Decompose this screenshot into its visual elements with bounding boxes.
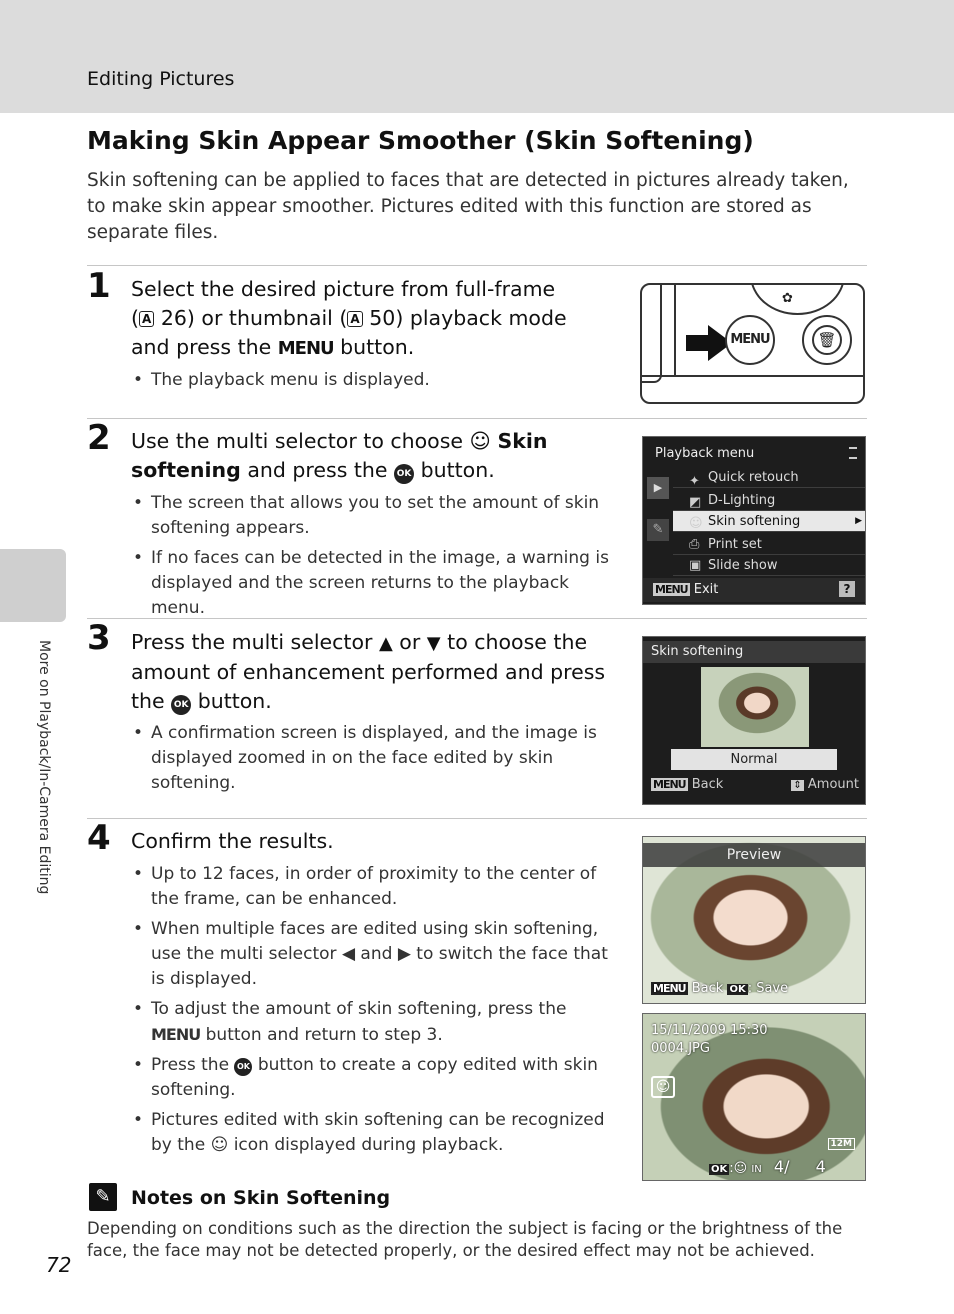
screen-title: Skin softening	[643, 641, 865, 663]
step-1-bullets	[131, 368, 621, 398]
frame-counter: 4/	[773, 1157, 790, 1176]
bullet-text: To adjust the amount of skin softening, press the	[151, 999, 567, 1019]
menu-item-label: Quick retouch	[708, 470, 799, 485]
divider	[87, 418, 867, 419]
left-arrow-icon: ◀	[341, 944, 356, 964]
step-text: ) playback mode	[395, 306, 567, 330]
setup-tab-icon[interactable]: ✎	[647, 519, 669, 541]
menu-icon: MENU	[151, 1025, 201, 1044]
list-item: • Up to 12 faces, in order of proximity to the center of the frame, can be enhanced.	[131, 862, 621, 912]
bullet-text: and	[355, 944, 398, 964]
ok-icon: OK	[711, 1164, 728, 1175]
page-ref: 50	[369, 306, 396, 330]
list-item	[131, 1108, 621, 1158]
up-arrow-icon: ▲	[378, 633, 393, 654]
help-icon[interactable]: ?	[839, 581, 855, 597]
trash-icon: 🗑	[812, 325, 842, 355]
footer-save-label: Save	[756, 981, 789, 996]
header-band	[0, 0, 954, 113]
chevron-right-icon: ▶	[855, 516, 862, 526]
page-ref: 26	[160, 306, 187, 330]
internal-memory-icon: IN	[751, 1164, 762, 1175]
playback-screen	[642, 1013, 866, 1181]
list-item: • The screen that allows you to set the amount of skin softening appears.	[131, 491, 621, 541]
section-title: Editing Pictures	[87, 68, 235, 90]
image-size-icon: 12M	[828, 1138, 855, 1150]
bullet-text: Pictures edited with skin softening can be recognized by the	[151, 1110, 605, 1155]
menu-item-label: Slide show	[708, 558, 778, 573]
macro-icon: ✿	[782, 291, 793, 306]
list-item	[131, 997, 621, 1048]
bullet-text: Press the	[151, 1055, 235, 1075]
ok-icon: OK	[171, 695, 191, 715]
photo-info	[651, 1022, 768, 1058]
menu-item-label: D-Lighting	[708, 493, 776, 508]
step-text: Press the multi selector	[131, 630, 379, 654]
ok-icon: OK	[234, 1058, 252, 1076]
step-text: or	[392, 630, 427, 654]
scroll-icon	[849, 447, 857, 459]
face-photo	[701, 667, 809, 747]
skin-softening-icon: ☺	[469, 429, 491, 453]
menu-icon: MENU	[653, 982, 686, 995]
footer-back-label: Back	[691, 981, 724, 996]
photo-datetime: 15/11/2009 15:30	[651, 1023, 768, 1038]
step-text: Select the desired picture from full-frame	[131, 277, 556, 301]
step-4-bullets	[131, 862, 621, 1163]
list-item: • The playback menu is displayed.	[131, 368, 621, 393]
list-item: • If no faces can be detected in the image, a warning is displayed and the screen returns to the playback menu.	[131, 546, 621, 621]
skin-softening-icon: ☺	[210, 1135, 229, 1155]
menu-icon: MENU	[655, 583, 688, 596]
menu-button[interactable]: MENU	[725, 315, 775, 365]
step-number: 3	[87, 618, 111, 658]
skin-softening-icon: ☺	[651, 1076, 675, 1098]
step-number: 1	[87, 266, 111, 306]
divider	[87, 265, 867, 266]
bullet-text: icon displayed during playback.	[228, 1135, 504, 1155]
step-4-heading: Confirm the results.	[131, 829, 334, 853]
step-number: 2	[87, 418, 111, 458]
bullet-text: button and return to step 3.	[200, 1025, 443, 1045]
skin-softening-screen	[642, 636, 866, 805]
menu-item-icons: ✦ ◩ ☺ ⎙ ▣	[689, 474, 703, 573]
step-number: 4	[87, 818, 111, 858]
page-title: Making Skin Appear Smoother (Skin Softening)	[87, 126, 754, 155]
side-tab-label: More on Playback/In-Camera Editing	[36, 640, 52, 895]
step-text: Skin softening	[131, 429, 548, 482]
side-tab	[0, 549, 66, 622]
step-text: ) or thumbnail (	[186, 306, 348, 330]
bullet-text: button to create a copy edited with skin softening.	[151, 1055, 598, 1100]
menu-footer	[643, 578, 865, 602]
note-title: Notes on Skin Softening	[131, 1187, 391, 1209]
playback-menu-screen	[642, 436, 866, 605]
step-text: button.	[191, 689, 272, 713]
book-icon: A	[139, 311, 154, 327]
right-arrow-icon: ▶	[397, 944, 411, 964]
up-down-icon: ⇕	[793, 780, 802, 791]
list-item	[131, 917, 621, 992]
ok-icon: OK	[394, 464, 414, 484]
step-text: Use the multi selector to choose	[131, 429, 470, 453]
list-item: • A confirmation screen is displayed, and the image is displayed zoomed in on the face edited by skin softening.	[131, 721, 621, 796]
step-2-bullets	[131, 491, 621, 626]
preview-screen	[642, 836, 866, 1004]
ok-icon: OK	[729, 984, 746, 995]
list-item	[131, 1053, 621, 1103]
footer-exit: Exit	[693, 582, 719, 597]
step-text: and press the	[240, 458, 395, 482]
menu-icon: MENU	[277, 338, 334, 359]
photo-filename: 0004.JPG	[651, 1041, 710, 1056]
play-tab-icon[interactable]: ▶	[647, 477, 669, 499]
note-text: Depending on conditions such as the direction the subject is facing or the brightness of the face, the face may not be detected properly, or the desired effect may not be achieved.	[87, 1219, 843, 1260]
camera-illustration	[640, 283, 865, 404]
menu-item-label: Print set	[708, 537, 762, 552]
intro-paragraph: Skin softening can be applied to faces that are detected in pictures already taken, to make skin appear smoother. Pictures edited with this function are stored as separate files.	[87, 170, 849, 243]
preview-footer: MENU Back OK : Save	[653, 981, 789, 996]
preview-title: Preview	[643, 843, 865, 867]
step-2-heading	[131, 427, 621, 485]
menu-icon: MENU	[653, 778, 686, 791]
menu-title: Playback menu	[643, 443, 865, 465]
amount-value[interactable]: Normal	[671, 749, 837, 770]
footer-back-label: Back	[691, 777, 724, 792]
footer-amount-label: Amount	[807, 777, 859, 792]
bullet-text: to switch the face that is displayed.	[151, 944, 608, 989]
bullet-text: When multiple faces are edited using skin softening, use the multi selector	[151, 919, 599, 964]
playback-footer: OK :☺ IN 4/ 4	[711, 1157, 826, 1176]
step-1-heading: Select the desired picture from full-frame ( A 26) or thumbnail ( A 50) playback mode and press the MENU button.	[131, 277, 567, 359]
step-text: button.	[414, 458, 495, 482]
divider	[87, 618, 867, 619]
footer-back	[651, 775, 723, 795]
note-icon: ✎	[89, 1183, 117, 1211]
step-text: to choose the amount of enhancement performed and press the	[131, 630, 606, 713]
step-text: button.	[333, 335, 415, 359]
delete-button[interactable]	[802, 315, 852, 365]
page-number: 72	[46, 1253, 72, 1277]
step-3-bullets	[131, 721, 621, 801]
step-3-heading	[131, 628, 621, 716]
menu-item-label: Skin softening	[708, 514, 801, 529]
step-text: and press the	[131, 335, 278, 359]
down-arrow-icon: ▼	[426, 633, 441, 654]
book-icon: A	[347, 311, 362, 327]
divider	[87, 818, 867, 819]
footer-amount	[791, 775, 859, 796]
frame-total: 4	[815, 1157, 826, 1176]
